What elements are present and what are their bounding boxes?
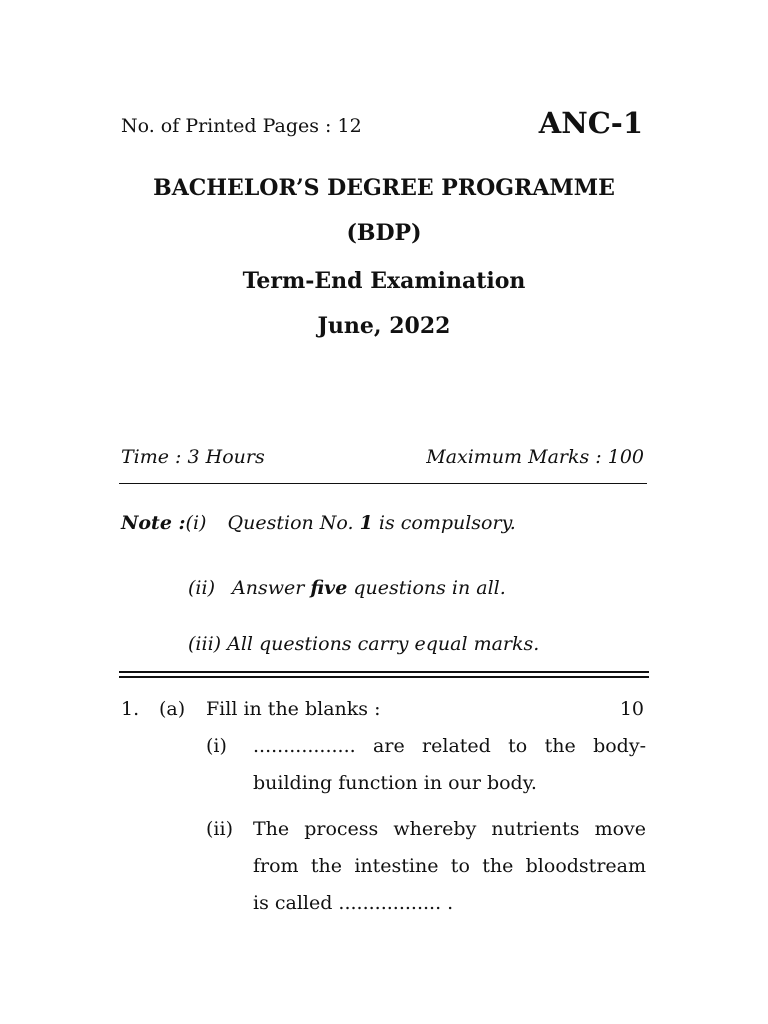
note-text-post: questions in all. xyxy=(347,577,506,599)
subpart-text-line: is called ................. . xyxy=(253,892,454,914)
maximum-marks: Maximum Marks : 100 xyxy=(426,446,644,468)
note-item-2 xyxy=(188,577,506,599)
note-text-pre: Answer xyxy=(232,577,311,599)
subpart-text-line: ................. are related to the body- xyxy=(253,735,646,757)
double-divider-top xyxy=(119,671,649,673)
printed-pages-count: No. of Printed Pages : 12 xyxy=(121,115,362,137)
double-divider-bottom xyxy=(119,676,649,678)
note-label: Note : xyxy=(121,512,186,534)
paper-code: ANC-1 xyxy=(538,106,643,140)
question-instruction: Fill in the blanks : xyxy=(206,698,381,720)
time-allowed: Time : 3 Hours xyxy=(121,446,265,468)
programme-abbrev: (BDP) xyxy=(346,220,422,246)
note-number: (i) xyxy=(185,512,207,534)
programme-title: BACHELOR’S DEGREE PROGRAMME xyxy=(153,175,615,201)
subpart-number: (ii) xyxy=(206,818,233,840)
question-part: (a) xyxy=(159,698,186,720)
subpart-text-line: building function in our body. xyxy=(253,772,537,794)
question-marks: 10 xyxy=(619,698,644,720)
note-text: All questions carry equal marks. xyxy=(227,633,540,655)
note-item-1 xyxy=(121,512,516,534)
exam-session: June, 2022 xyxy=(317,313,451,339)
note-item-3 xyxy=(188,633,539,655)
subpart-text-line: The process whereby nutrients move xyxy=(253,818,646,840)
note-number: (ii) xyxy=(188,577,215,599)
subpart-number: (i) xyxy=(206,735,227,757)
divider-line xyxy=(119,483,647,484)
note-text-bold: five xyxy=(310,577,348,599)
subpart-text-line: from the intestine to the bloodstream xyxy=(253,855,646,877)
note-text-bold: 1 xyxy=(359,512,373,534)
note-number: (iii) xyxy=(188,633,222,655)
note-text-pre: Question No. xyxy=(227,512,360,534)
question-number: 1. xyxy=(121,698,140,720)
exam-title: Term-End Examination xyxy=(242,268,526,294)
note-text-post: is compulsory. xyxy=(372,512,516,534)
